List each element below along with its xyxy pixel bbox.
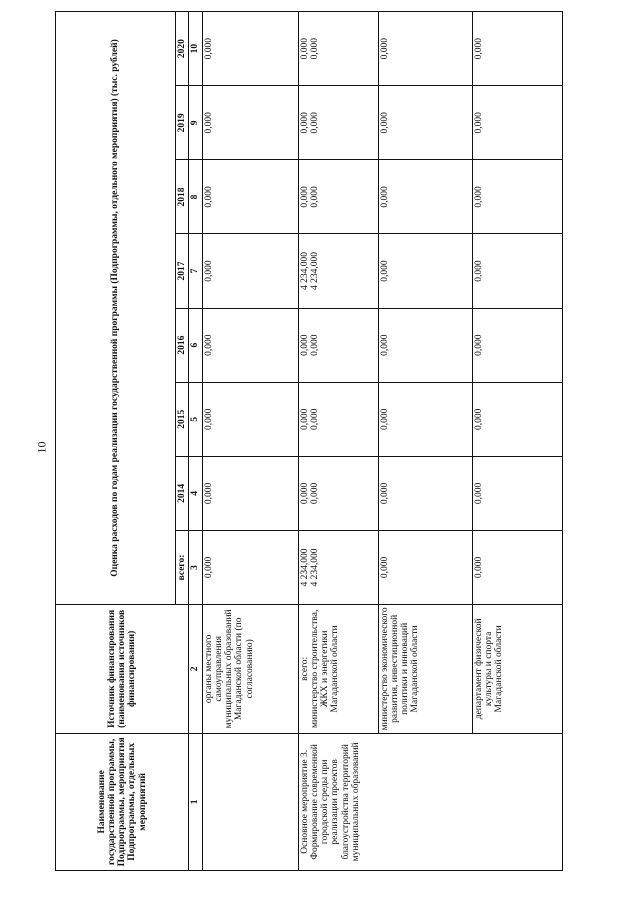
value-2015-sum: 0,000 (299, 408, 310, 430)
header-year-2014: 2014 (176, 456, 189, 530)
header-year-2019: 2019 (176, 86, 189, 160)
value-total-sum: 4 234,000 (299, 548, 310, 587)
source-ministry-construction: министерство строительства, ЖКХ и энергетики Магаданской области (309, 609, 341, 729)
header-total: всего: (176, 530, 189, 604)
value-2014-sum: 0,000 (299, 482, 310, 505)
value-2019: 0,000 (378, 86, 472, 160)
col-number: 8 (189, 160, 202, 234)
value-2020-ministry: 0,000 (309, 37, 320, 60)
header-year-2018: 2018 (176, 160, 189, 234)
header-estimate-title: Оценка расходов по годам реализации государственной программы (Подпрограммы, отдельного мероприятия) (тыс. рублей) (56, 12, 176, 605)
value-2019-ministry: 0,000 (309, 112, 320, 134)
value-2019: 0,000 (202, 86, 298, 160)
header-year-2015: 2015 (176, 382, 189, 456)
activity-name: Основное мероприятие 3. Формирование современной городской среды при реализации проектов благоустройства территорий муниципальных образований (298, 733, 562, 870)
value-2017-sum: 4 234,000 (299, 252, 310, 291)
col-number: 9 (189, 86, 202, 160)
col-number: 6 (189, 308, 202, 382)
value-2019 (298, 86, 378, 160)
value-2016: 0,000 (202, 308, 298, 382)
value-total-ministry: 4 234,000 (309, 548, 320, 587)
value-2017: 0,000 (202, 234, 298, 308)
value-2020-sum: 0,000 (299, 37, 310, 60)
value-2020: 0,000 (472, 12, 562, 86)
value-2018: 0,000 (202, 160, 298, 234)
value-2019: 0,000 (472, 86, 562, 160)
row-source (298, 605, 378, 734)
value-2018 (298, 160, 378, 234)
value-2014: 0,000 (472, 456, 562, 530)
value-2020: 0,000 (202, 12, 298, 86)
header-funding-source: Источник финансирования (наименования источников финансирования) (56, 605, 189, 734)
value-2014: 0,000 (202, 456, 298, 530)
col-number: 1 (189, 733, 202, 870)
value-2020: 0,000 (378, 12, 472, 86)
value-total: 0,000 (472, 530, 562, 604)
col-number: 4 (189, 456, 202, 530)
col-number: 3 (189, 530, 202, 604)
col-number: 10 (189, 12, 202, 86)
value-2017: 0,000 (378, 234, 472, 308)
value-2014-ministry: 0,000 (309, 482, 320, 505)
table-row (298, 12, 378, 871)
value-2020 (298, 12, 378, 86)
row-source: департамент физической культуры и спорта Магаданской области (472, 605, 562, 734)
source-total-label: всего: (299, 656, 310, 681)
value-2016-ministry: 0,000 (309, 334, 320, 356)
value-2014: 0,000 (378, 456, 472, 530)
col-number: 2 (189, 605, 202, 734)
value-2015: 0,000 (378, 382, 472, 456)
value-2016: 0,000 (472, 308, 562, 382)
col-number: 5 (189, 382, 202, 456)
header-year-2017: 2017 (176, 234, 189, 308)
value-2016: 0,000 (378, 308, 472, 382)
value-2018: 0,000 (378, 160, 472, 234)
value-2017: 0,000 (472, 234, 562, 308)
col-number: 7 (189, 234, 202, 308)
value-2015: 0,000 (472, 382, 562, 456)
header-year-2020: 2020 (176, 12, 189, 86)
value-2016-sum: 0,000 (299, 334, 310, 356)
value-2015 (298, 382, 378, 456)
value-2019-sum: 0,000 (299, 112, 310, 134)
header-program-name: Наименование государственной программы, Подпрограммы, мероприятия Подпрограммы, отдельных мероприятий (56, 733, 189, 870)
value-2017-ministry: 4 234,000 (309, 252, 320, 291)
value-2017 (298, 234, 378, 308)
value-total (298, 530, 378, 604)
funding-table (55, 11, 563, 871)
page-number: 10 (34, 441, 49, 454)
value-2018-sum: 0,000 (299, 186, 310, 208)
value-total: 0,000 (378, 530, 472, 604)
row-name-cell (202, 733, 298, 870)
value-2015-ministry: 0,000 (309, 408, 320, 430)
row-source: органы местного самоуправления муниципальных образований Магаданской области (по согласованию) (202, 605, 298, 734)
header-year-2016: 2016 (176, 308, 189, 382)
value-2018-ministry: 0,000 (309, 186, 320, 208)
table-row (202, 12, 298, 871)
value-total: 0,000 (202, 530, 298, 604)
row-source: министерство экономического развития, инвестиционной политики и инноваций Магаданской области (378, 605, 472, 734)
rotated-table-sheet (55, 11, 504, 871)
value-2015: 0,000 (202, 382, 298, 456)
value-2018: 0,000 (472, 160, 562, 234)
value-2014 (298, 456, 378, 530)
value-2016 (298, 308, 378, 382)
